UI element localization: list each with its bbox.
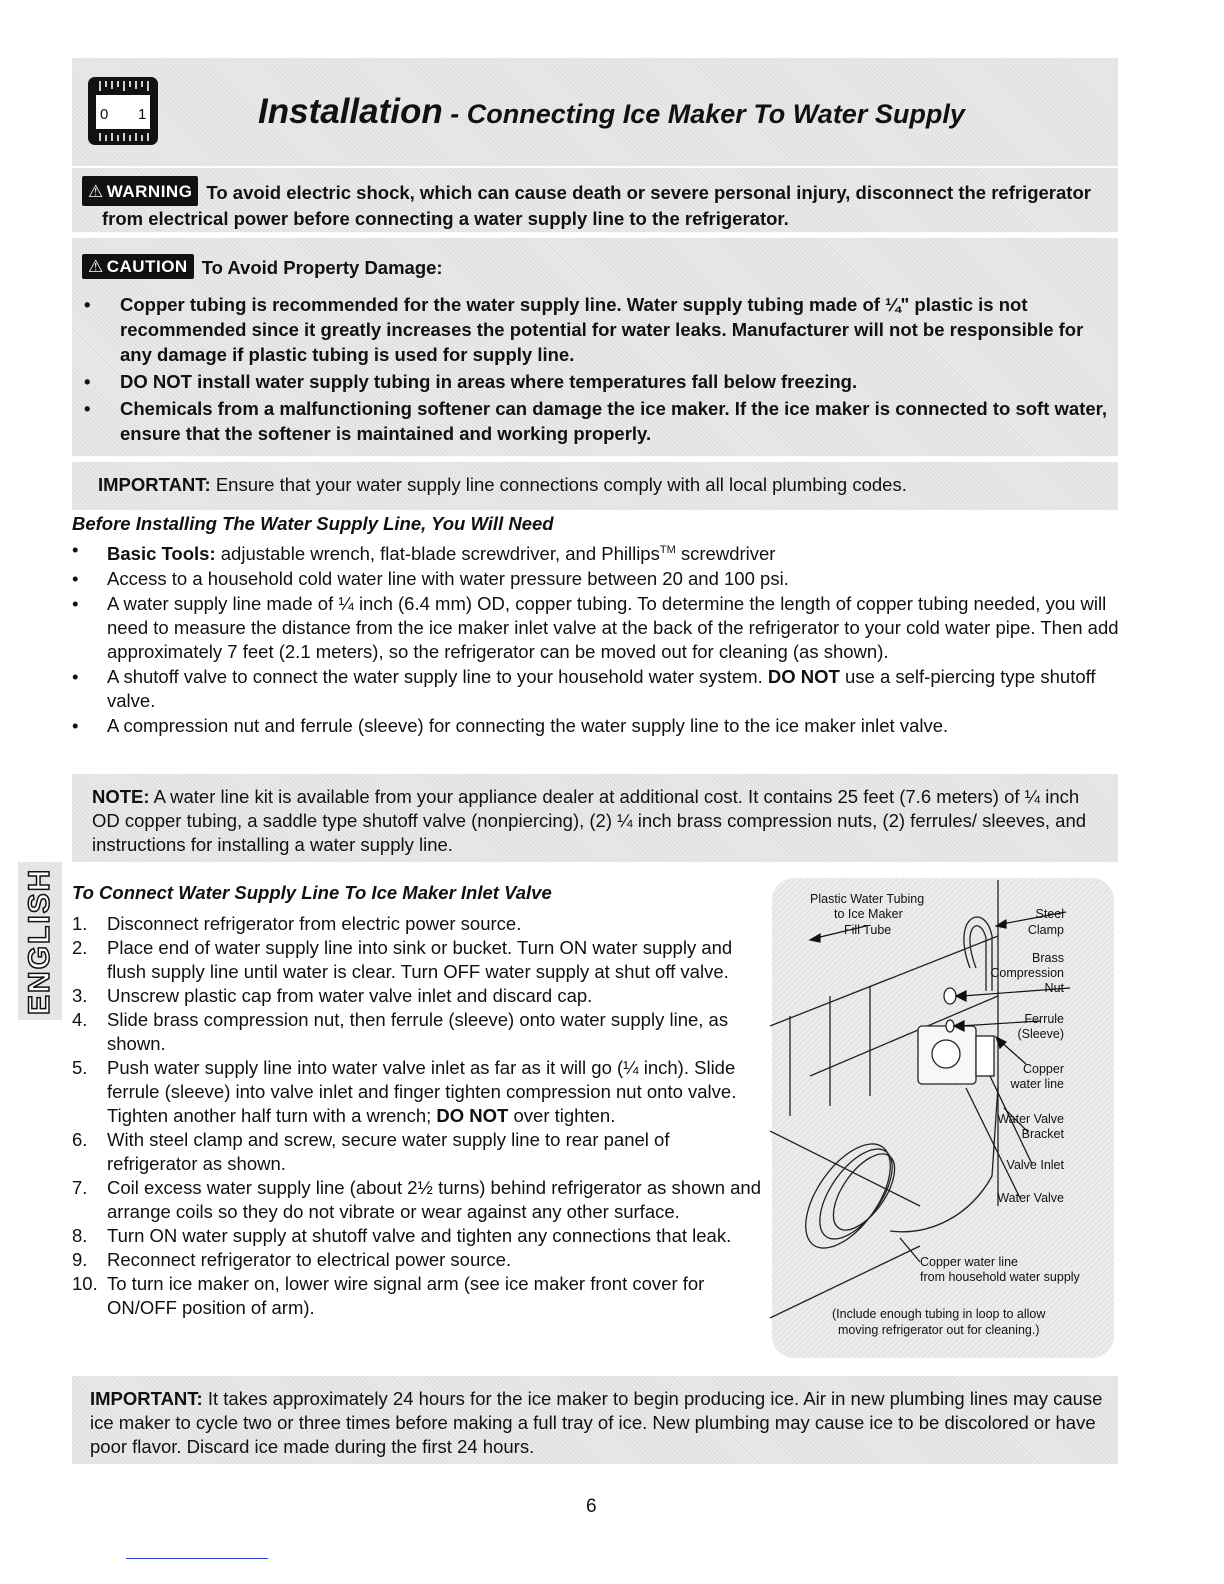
caution-heading-text: To Avoid Property Damage: [201,257,443,278]
label-plastic-tubing: Fill Tube [844,923,892,937]
step-item: 6. With steel clamp and screw, secure water supply line to rear panel of refrigerator as shown. [72,1129,670,1174]
page-title [258,92,965,132]
caution-heading [82,254,443,279]
list-item: • Basic Tools: adjustable wrench, flat-blade screwdriver, and Phillips™ screwdriver [72,538,1122,566]
caution-list [82,292,1116,448]
label-brass-nut: Brass [1032,951,1064,965]
label-include-note: (Include enough tubing in loop to allow [832,1307,1046,1321]
label-copper-line: Copper [1023,1062,1064,1076]
steps-list [72,912,762,1320]
footer-rule [126,1558,268,1559]
label-steel-clamp: Clamp [1027,923,1064,937]
label-plastic-tubing: to Ice Maker [834,907,903,921]
label-ferrule: Ferrule [1024,1012,1064,1026]
warning-line-2: from electrical power before connecting a water supply line to the refrigerator. [102,208,789,229]
caution-badge: ⚠ CAUTION [82,254,194,279]
step-item: 7. Coil excess water supply line (about 2½ turns) behind refrigerator as shown and arrange coils so they do not vibrate or wear against any other surface. [72,1177,762,1222]
connect-heading: To Connect Water Supply Line To Ice Maker Inlet Valve [72,882,552,903]
caution-item: • DO NOT install water supply tubing in areas where temperatures fall below freezing. [82,369,1116,394]
label-valve-bracket: Water Valve [997,1112,1064,1126]
ruler-icon [86,75,160,147]
list-item: • A water supply line made of ¼ inch (6.4 mm) OD, copper tubing. To determine the length of copper tubing needed, you will need to measure the distance from the ice maker inlet valve at the back of the refrigerator to your cold water pipe. Then add approximately 7 feet (2.1 meters), so the refrigerator can be moved out for cleaning (as shown). [72,592,1122,664]
label-brass-nut: Nut [1044,981,1064,995]
list-item: • A compression nut and ferrule (sleeve) for connecting the water supply line to the ice maker inlet valve. [72,714,1122,738]
label-valve-inlet: Valve Inlet [1006,1158,1064,1172]
requirements-list [72,538,1122,739]
step-item: 2. Place end of water supply line into sink or bucket. Turn ON water supply and flush supply line until water is clear. Turn OFF water supply at shut off valve. [72,937,733,982]
label-steel-clamp: Steel [1035,907,1064,921]
warning-triangle-icon: ⚠ [88,182,104,201]
label-plastic-tubing: Plastic Water Tubing [810,892,925,906]
list-item: • Access to a household cold water line with water pressure between 20 and 100 psi. [72,567,1122,591]
before-installing-heading: Before Installing The Water Supply Line, You Will Need [72,513,554,534]
warning-line-1: To avoid electric shock, which can cause death or severe personal injury, disconnect the refrigerator [206,182,1091,203]
note-text: NOTE: A water line kit is available from your appliance dealer at additional cost. It contains 25 feet (7.6 meters) of ¼ inch OD copper tubing, a saddle type shutoff valve (nonpiercing), (2) ¼ inch brass compression nuts, (2) ferrules/ sleeves, and instructions for installing a water supply line. [92,786,1087,855]
important-note-1: IMPORTANT: Ensure that your water supply line connections comply with all local plumbing codes. [98,474,907,495]
label-brass-nut: Compression [990,966,1064,980]
step-item: 8. Turn ON water supply at shutoff valve and tighten any connections that leak. [72,1225,732,1246]
ruler-label-1: 1 [138,106,147,123]
page-number: 6 [586,1496,597,1517]
caution-item: • Copper tubing is recommended for the water supply line. Water supply tubing made of ¼" plastic is not recommended since it greatly increases the potential for water leaks. Manufacturer will not be responsible for any damage if plastic tubing is used for supply line. [82,292,1116,367]
step-item: 9. Reconnect refrigerator to electrical power source. [72,1249,512,1270]
step-item: 4. Slide brass compression nut, then ferrule (sleeve) onto water supply line, as shown. [72,1009,729,1054]
caution-triangle-icon: ⚠ [88,257,104,276]
ruler-label-0: 0 [100,106,109,123]
title-main: Installation [258,92,443,131]
step-item: 1. Disconnect refrigerator from electric power source. [72,913,522,934]
caution-item: • Chemicals from a malfunctioning softener can damage the ice maker. If the ice maker is connected to soft water, ensure that the softener is maintained and working properly. [82,396,1116,446]
label-copper-line: water line [1010,1077,1064,1091]
warning-text [82,176,1112,231]
step-item: 10. To turn ice maker on, lower wire signal arm (see ice maker front cover for ON/OFF position of arm). [72,1273,705,1318]
warning-badge: ⚠ WARNING [82,176,198,206]
label-ferrule: (Sleeve) [1017,1027,1064,1041]
step-item: 5. Push water supply line into water valve inlet as far as it will go (¼ inch). Slide ferrule (sleeve) into valve inlet and finger tighten compression nut onto valve. Tighten another half turn with a wrench; DO NOT over tighten. [72,1057,737,1126]
water-valve-diagram [770,876,1116,1360]
list-item: • A shutoff valve to connect the water supply line to your household water system. DO NOT use a self-piercing type shutoff valve. [72,665,1122,713]
label-water-valve: Water Valve [997,1191,1064,1205]
important-note-2: IMPORTANT: It takes approximately 24 hours for the ice maker to begin producing ice. Air in new plumbing lines may cause ice maker to cycle two or three times before making a full tray of ice. New plumbing may cause ice to be discolored or have poor flavor. Discard ice made during the first 24 hours. [90,1388,1103,1457]
title-sub: - Connecting Ice Maker To Water Supply [442,99,965,129]
label-household-line: Copper water line [920,1255,1018,1269]
label-include-note: moving refrigerator out for cleaning.) [838,1323,1040,1337]
label-household-line: from household water supply [920,1270,1080,1284]
label-valve-bracket: Bracket [1021,1127,1064,1141]
language-tab-label: ENGLISH [23,867,56,1015]
step-item: 3. Unscrew plastic cap from water valve inlet and discard cap. [72,985,593,1006]
